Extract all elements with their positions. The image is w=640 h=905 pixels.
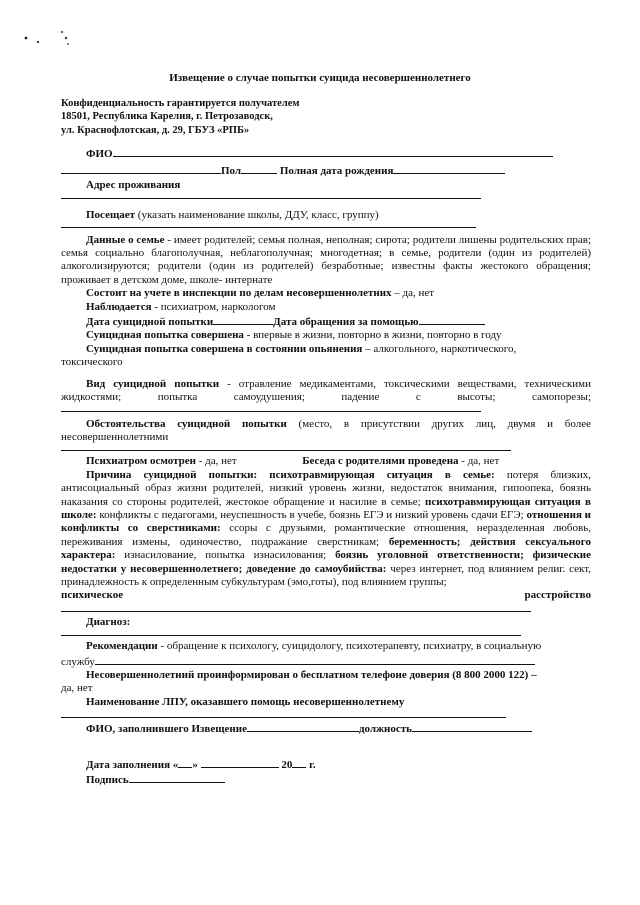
causes-line[interactable] (61, 611, 531, 612)
intox-text: – алкогольного, наркотического, (362, 342, 517, 355)
circumstances-text: (место, в присутствии других лиц, двумя и более несовершеннолетними (61, 417, 591, 443)
hotline-val: да, нет (61, 682, 93, 695)
attends-hint: (указать наименование школы, ДДУ, класс, группу) (137, 209, 379, 222)
intox-cont: токсического (61, 356, 123, 369)
committed-label: Суицидная попытка совершена (86, 329, 244, 342)
psych-row (61, 455, 591, 468)
cause-peers-text: ссоры с друзьями, романтические отношения, неразделенная любовь, переживания измены, одиночество, подражание сверстникам; (61, 522, 591, 548)
date-fill-row (61, 757, 591, 772)
attends-row (61, 209, 591, 222)
date-fill-label: Дата заполнения « (86, 758, 179, 771)
lpu-line[interactable] (61, 717, 506, 718)
address-label: Адрес проживания (86, 178, 181, 191)
date-g-label: г. (309, 758, 316, 771)
cause-sexual-label: действия сексуального характера: (61, 535, 591, 562)
cause-family-label: психотравмирующая ситуация в семье: (257, 468, 495, 481)
cause-family-text: потеря близких, антисоциальный образ жизни родителей, низкий уровень жизни, недостаток внимания, гипоопека, боязнь наказания со стороны родителей, жестокое обращение и насилие в семье; (61, 468, 592, 508)
causes-label: Причина суицидной попытки: (86, 468, 258, 481)
filler-position-label: должность (358, 723, 412, 736)
cause-mental-a: психическое (61, 589, 124, 602)
registered-row (61, 287, 591, 300)
kind-line-2: жидкостями; попытка самоудушения; падение с высоты; самопорезы; (61, 391, 591, 404)
date-year-label: 20 (281, 758, 293, 771)
date-day-field[interactable] (178, 757, 192, 768)
filler-fio-field[interactable] (247, 721, 359, 732)
cause-mental-row (61, 589, 591, 602)
filler-position-field[interactable] (412, 721, 532, 732)
registered-text: – да, нет (391, 287, 435, 300)
fio-row (61, 146, 591, 161)
cause-school-text: конфликты с педагогами, неуспешность в учебе, боязнь ЕГЭ и низкий уровень сдачи ЕГЭ; (96, 508, 524, 521)
family-paragraph (61, 234, 591, 288)
fio-field[interactable] (113, 146, 553, 157)
cause-school-label: психотравмирующая ситуация в школе: (61, 495, 591, 521)
observed-row (61, 301, 591, 314)
birth-label: Полная дата рождения (279, 165, 394, 178)
parents-talk-val: - да, нет (458, 455, 500, 468)
conf-line-3: ул. Краснофлотская, д. 29, ГБУЗ «РПБ» (61, 124, 250, 136)
cause-criminal-label: боязнь уголовной ответственности; (326, 549, 524, 562)
address-row (61, 179, 591, 192)
registered-label: Состоит на учете в инспекции по делам несовершеннолетних (86, 287, 392, 300)
birth-field[interactable] (393, 163, 505, 174)
cause-sexual-text: изнасилование, попытка изнасилования; (115, 549, 327, 562)
confidentiality-block (61, 97, 300, 137)
cause-physical-label: физические недостатки у несовершеннолетнего; (61, 549, 591, 575)
cause-peers-label: отношения и конфликты со сверстниками: (61, 508, 592, 535)
circumstances-line[interactable] (61, 450, 511, 451)
recommendations-row (61, 640, 591, 653)
date-month-field[interactable] (201, 757, 279, 768)
recommendations-cont-row (61, 654, 591, 669)
observed-text: - психиатром, наркологом (151, 300, 276, 313)
form-body (61, 146, 591, 787)
filler-fio-label: ФИО, заполнившего Извещение (86, 723, 247, 736)
committed-row (61, 329, 591, 342)
circumstances-label: Обстоятельства суицидной попытки (86, 417, 287, 430)
family-label: Данные о семье (86, 233, 165, 246)
parents-talk-label: Беседа с родителями проведена (302, 455, 459, 468)
attends-label: Посещает (86, 209, 136, 222)
signature-label: Подпись (86, 774, 129, 787)
circumstances-paragraph (61, 418, 591, 445)
kind-label: Вид суицидной попытки (86, 377, 220, 390)
filler-row (61, 721, 591, 736)
lpu-label: Наименование ЛПУ, оказавшего помощь несовершеннолетнему (86, 695, 405, 708)
dates-row (61, 314, 591, 329)
signature-field[interactable] (129, 772, 225, 783)
psych-examined-val: - да, нет (195, 455, 237, 468)
attempt-date-field[interactable] (213, 314, 273, 325)
committed-text: - впервые в жизни, повторно в жизни, повторно в году (243, 329, 502, 342)
attends-line[interactable] (61, 227, 476, 228)
cause-driving-label: доведение до самоубийства: (242, 562, 387, 575)
conf-line-2: 18501, Республика Карелия, г. Петрозаводск, (61, 111, 273, 123)
hotline-row (61, 669, 591, 682)
document-title: Извещение о случае попытки суицида несовершеннолетнего (169, 72, 471, 84)
recommendations-text: - обращение к психологу, суицидологу, психотерапевту, психиатру, в социальную (157, 640, 542, 653)
lpu-row (61, 696, 591, 709)
family-text: - имеет родителей; семья полная, неполная; сирота; родители лишены родительских прав; семья социально благополучная, неблагополучная; многодетная; в семье, родители (один из родителей) алкоголизируются; родители (один из родителей) безработные; известны факты жестокого обращения; проживает в детском доме, школе- интернате (61, 233, 591, 286)
kind-text: - отравление медикаментами, токсическими веществами, техническими (219, 377, 591, 390)
diagnosis-row (61, 616, 591, 629)
recommendations-label: Рекомендации (86, 640, 158, 653)
diagnosis-label: Диагноз: (86, 615, 131, 628)
help-date-field[interactable] (419, 314, 485, 325)
fio-field-cont[interactable] (61, 163, 221, 174)
intox-label: Суицидная попытка совершена в состоянии опьянения (86, 342, 363, 355)
address-line[interactable] (61, 198, 481, 199)
psych-examined-label: Психиатром осмотрен (86, 455, 196, 468)
intox-row (61, 343, 591, 356)
recommendations-cont: службу (61, 655, 95, 668)
cause-mental-b: расстройство (524, 589, 591, 602)
kind-line-1 (61, 378, 591, 391)
signature-row (61, 772, 591, 787)
hotline-label: Несовершеннолетний проинформирован о бесплатном телефоне доверия (8 800 2000 122) (86, 669, 529, 681)
sex-field[interactable] (241, 163, 277, 174)
observed-label: Наблюдается (86, 300, 152, 313)
cause-pregnancy-label: беременность; (379, 535, 461, 548)
hotline-dash: – (528, 669, 537, 681)
date-year-field[interactable] (292, 757, 306, 768)
sex-birth-row (61, 163, 591, 178)
sex-label: Пол (221, 165, 242, 178)
causes-paragraph (61, 469, 591, 590)
conf-line-1: Конфиденциальность гарантируется получателем (61, 98, 300, 109)
recommendations-field[interactable] (95, 654, 535, 665)
date-fill-mid: » (192, 758, 198, 771)
scan-specks (22, 28, 82, 58)
diagnosis-line[interactable] (61, 635, 521, 636)
fio-label: ФИО (86, 148, 113, 160)
cause-driving-text: через интернет, под влиянием религ. сект, принадлежность к определенным субкультурам (эмо,готы), под влиянием группы; (61, 562, 591, 588)
kind-line[interactable] (61, 411, 481, 412)
attempt-date-label: Дата суицидной попытки (86, 316, 214, 329)
help-date-label: Дата обращения за помощью (273, 316, 419, 329)
